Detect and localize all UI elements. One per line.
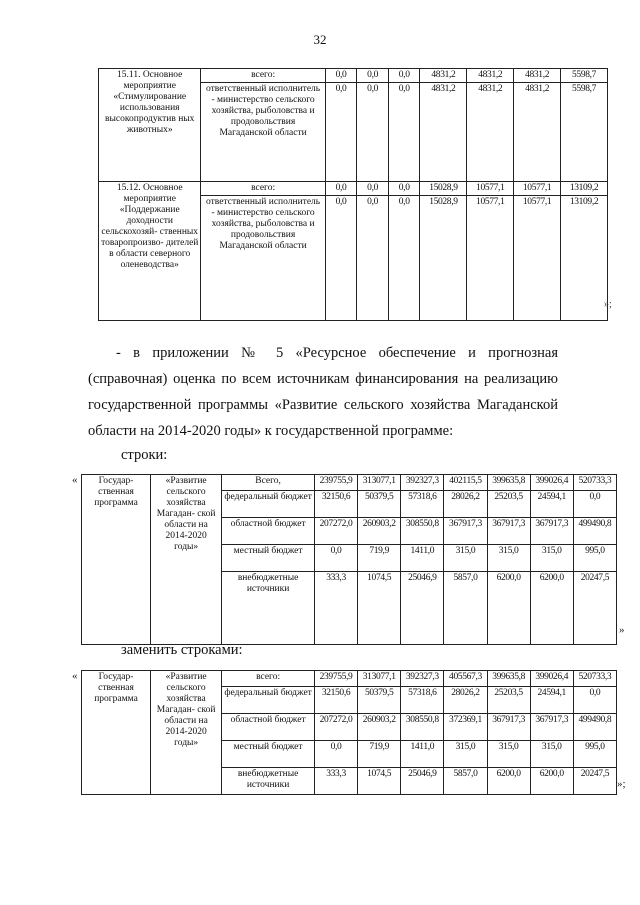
source-cell: федеральный бюджет bbox=[222, 491, 315, 518]
value-cell: 24594,1 bbox=[530, 491, 573, 518]
original-rows-table bbox=[81, 474, 617, 645]
value-cell: 308550,8 bbox=[401, 518, 444, 545]
value-cell: 499490,8 bbox=[573, 714, 616, 741]
value-cell: 1411,0 bbox=[401, 741, 444, 768]
open-quote: « bbox=[72, 474, 78, 486]
value-cell: 0,0 bbox=[314, 741, 357, 768]
value-cell: 4831,2 bbox=[420, 83, 467, 182]
value-cell: 57318,6 bbox=[401, 687, 444, 714]
value-cell: 0,0 bbox=[325, 196, 357, 321]
value-cell: 367917,3 bbox=[530, 714, 573, 741]
value-cell: 308550,8 bbox=[401, 714, 444, 741]
value-cell: 367917,3 bbox=[444, 518, 487, 545]
value-cell: 499490,8 bbox=[573, 518, 616, 545]
measure-name: 15.11. Основное мероприятие «Стимулирование использования высокопродуктив ных животных» bbox=[99, 69, 201, 182]
source-cell: областной бюджет bbox=[222, 714, 315, 741]
close-quote: »; bbox=[617, 778, 626, 790]
source-cell: всего: bbox=[201, 69, 325, 83]
source-cell: областной бюджет bbox=[222, 518, 315, 545]
value-cell: 207272,0 bbox=[314, 518, 357, 545]
value-cell: 315,0 bbox=[487, 545, 530, 572]
program-name: «Развитие сельского хозяйства Магадан- ской области на 2014-2020 годы» bbox=[151, 475, 222, 645]
value-cell: 5857,0 bbox=[444, 768, 487, 795]
value-cell: 399635,8 bbox=[487, 671, 530, 687]
value-cell: 367917,3 bbox=[530, 518, 573, 545]
value-cell: 15028,9 bbox=[420, 182, 467, 196]
value-cell: 520733,3 bbox=[573, 475, 616, 491]
value-cell: 32150,6 bbox=[314, 687, 357, 714]
value-cell: 719,9 bbox=[358, 741, 401, 768]
value-cell: 32150,6 bbox=[314, 491, 357, 518]
value-cell: 13109,2 bbox=[561, 182, 608, 196]
value-cell: 25046,9 bbox=[401, 572, 444, 645]
value-cell: 4831,2 bbox=[420, 69, 467, 83]
measures-table bbox=[98, 68, 608, 321]
source-cell: всего: bbox=[201, 182, 325, 196]
value-cell: 0,0 bbox=[325, 83, 357, 182]
value-cell: 10577,1 bbox=[467, 182, 514, 196]
value-cell: 6200,0 bbox=[530, 768, 573, 795]
value-cell: 0,0 bbox=[357, 182, 389, 196]
value-cell: 313077,1 bbox=[358, 671, 401, 687]
value-cell: 57318,6 bbox=[401, 491, 444, 518]
value-cell: 5598,7 bbox=[561, 69, 608, 83]
value-cell: 315,0 bbox=[444, 741, 487, 768]
value-cell: 0,0 bbox=[388, 196, 420, 321]
value-cell: 315,0 bbox=[530, 545, 573, 572]
status-cell: Государ- ственная программа bbox=[82, 475, 151, 645]
value-cell: 207272,0 bbox=[314, 714, 357, 741]
table-row bbox=[99, 69, 608, 83]
value-cell: 0,0 bbox=[357, 83, 389, 182]
source-cell: внебюджетные источники bbox=[222, 768, 315, 795]
value-cell: 0,0 bbox=[325, 69, 357, 83]
source-cell: внебюджетные источники bbox=[222, 572, 315, 645]
program-name: «Развитие сельского хозяйства Магадан- ской области на 2014-2020 годы» bbox=[151, 671, 222, 795]
value-cell: 25203,5 bbox=[487, 687, 530, 714]
source-cell: ответственный исполнитель - министерство сельского хозяйства, рыболовства и продовольствия Магаданской области bbox=[201, 83, 325, 182]
value-cell: 315,0 bbox=[487, 741, 530, 768]
value-cell: 50379,5 bbox=[358, 491, 401, 518]
table-row bbox=[99, 182, 608, 196]
value-cell: 520733,3 bbox=[573, 671, 616, 687]
source-cell: местный бюджет bbox=[222, 741, 315, 768]
replacement-rows-table bbox=[81, 670, 617, 795]
value-cell: 6200,0 bbox=[487, 572, 530, 645]
value-cell: 399026,4 bbox=[530, 671, 573, 687]
value-cell: 239755,9 bbox=[314, 671, 357, 687]
instruction-paragraph bbox=[88, 340, 558, 444]
value-cell: 25203,5 bbox=[487, 491, 530, 518]
value-cell: 50379,5 bbox=[358, 687, 401, 714]
value-cell: 0,0 bbox=[573, 491, 616, 518]
open-quote: « bbox=[72, 670, 78, 682]
value-cell: 20247,5 bbox=[573, 572, 616, 645]
value-cell: 6200,0 bbox=[487, 768, 530, 795]
value-cell: 10577,1 bbox=[514, 196, 561, 321]
value-cell: 0,0 bbox=[357, 69, 389, 83]
source-cell: федеральный бюджет bbox=[222, 687, 315, 714]
value-cell: 995,0 bbox=[573, 741, 616, 768]
value-cell: 333,3 bbox=[314, 768, 357, 795]
value-cell: 0,0 bbox=[325, 182, 357, 196]
value-cell: 402115,5 bbox=[444, 475, 487, 491]
value-cell: 333,3 bbox=[314, 572, 357, 645]
value-cell: 313077,1 bbox=[358, 475, 401, 491]
value-cell: 24594,1 bbox=[530, 687, 573, 714]
replace-label: заменить строками: bbox=[121, 642, 243, 658]
value-cell: 25046,9 bbox=[401, 768, 444, 795]
value-cell: 367917,3 bbox=[487, 714, 530, 741]
value-cell: 1074,5 bbox=[358, 572, 401, 645]
value-cell: 10577,1 bbox=[514, 182, 561, 196]
value-cell: 6200,0 bbox=[530, 572, 573, 645]
page-number: 32 bbox=[313, 32, 327, 47]
value-cell: 1074,5 bbox=[358, 768, 401, 795]
paragraph-line: государственной программы «Развитие сельского хозяйства Магаданской bbox=[88, 397, 558, 413]
closing-quote: »; bbox=[604, 299, 612, 310]
value-cell: 15028,9 bbox=[420, 196, 467, 321]
value-cell: 315,0 bbox=[444, 545, 487, 572]
value-cell: 372369,1 bbox=[444, 714, 487, 741]
value-cell: 10577,1 bbox=[467, 196, 514, 321]
value-cell: 20247,5 bbox=[573, 768, 616, 795]
value-cell: 1411,0 bbox=[401, 545, 444, 572]
value-cell: 0,0 bbox=[573, 687, 616, 714]
value-cell: 260903,2 bbox=[358, 518, 401, 545]
value-cell: 13109,2 bbox=[561, 196, 608, 321]
table-row bbox=[82, 671, 617, 687]
value-cell: 405567,3 bbox=[444, 671, 487, 687]
table-row bbox=[82, 475, 617, 491]
value-cell: 28026,2 bbox=[444, 491, 487, 518]
value-cell: 4831,2 bbox=[514, 83, 561, 182]
value-cell: 367917,3 bbox=[487, 518, 530, 545]
value-cell: 0,0 bbox=[388, 182, 420, 196]
value-cell: 5857,0 bbox=[444, 572, 487, 645]
value-cell: 315,0 bbox=[530, 741, 573, 768]
value-cell: 399026,4 bbox=[530, 475, 573, 491]
source-cell: местный бюджет bbox=[222, 545, 315, 572]
value-cell: 0,0 bbox=[314, 545, 357, 572]
value-cell: 0,0 bbox=[357, 196, 389, 321]
value-cell: 4831,2 bbox=[467, 69, 514, 83]
status-cell: Государ- ственная программа bbox=[82, 671, 151, 795]
value-cell: 28026,2 bbox=[444, 687, 487, 714]
source-cell: Всего, bbox=[222, 475, 315, 491]
source-cell: ответственный исполнитель - министерство сельского хозяйства, рыболовства и продовольствия Магаданской области bbox=[201, 196, 325, 321]
value-cell: 4831,2 bbox=[514, 69, 561, 83]
value-cell: 719,9 bbox=[358, 545, 401, 572]
value-cell: 392327,3 bbox=[401, 475, 444, 491]
value-cell: 995,0 bbox=[573, 545, 616, 572]
value-cell: 0,0 bbox=[388, 69, 420, 83]
source-cell: всего: bbox=[222, 671, 315, 687]
rows-label: строки: bbox=[121, 447, 168, 463]
value-cell: 399635,8 bbox=[487, 475, 530, 491]
paragraph-line: (справочная) оценка по всем источникам финансирования на реализацию bbox=[88, 371, 558, 387]
paragraph-line: - в приложении № 5 «Ресурсное обеспечение и прогнозная bbox=[116, 345, 558, 361]
paragraph-line: области на 2014-2020 годы» к государственной программе: bbox=[88, 423, 454, 439]
value-cell: 392327,3 bbox=[401, 671, 444, 687]
measure-name: 15.12. Основное мероприятие «Поддержание доходности сельскохозяй- ственных товаропроизво- дителей в области северного оленеводства» bbox=[99, 182, 201, 321]
close-quote: » bbox=[619, 624, 625, 636]
value-cell: 4831,2 bbox=[467, 83, 514, 182]
value-cell: 0,0 bbox=[388, 83, 420, 182]
value-cell: 5598,7 bbox=[561, 83, 608, 182]
value-cell: 260903,2 bbox=[358, 714, 401, 741]
value-cell: 239755,9 bbox=[314, 475, 357, 491]
